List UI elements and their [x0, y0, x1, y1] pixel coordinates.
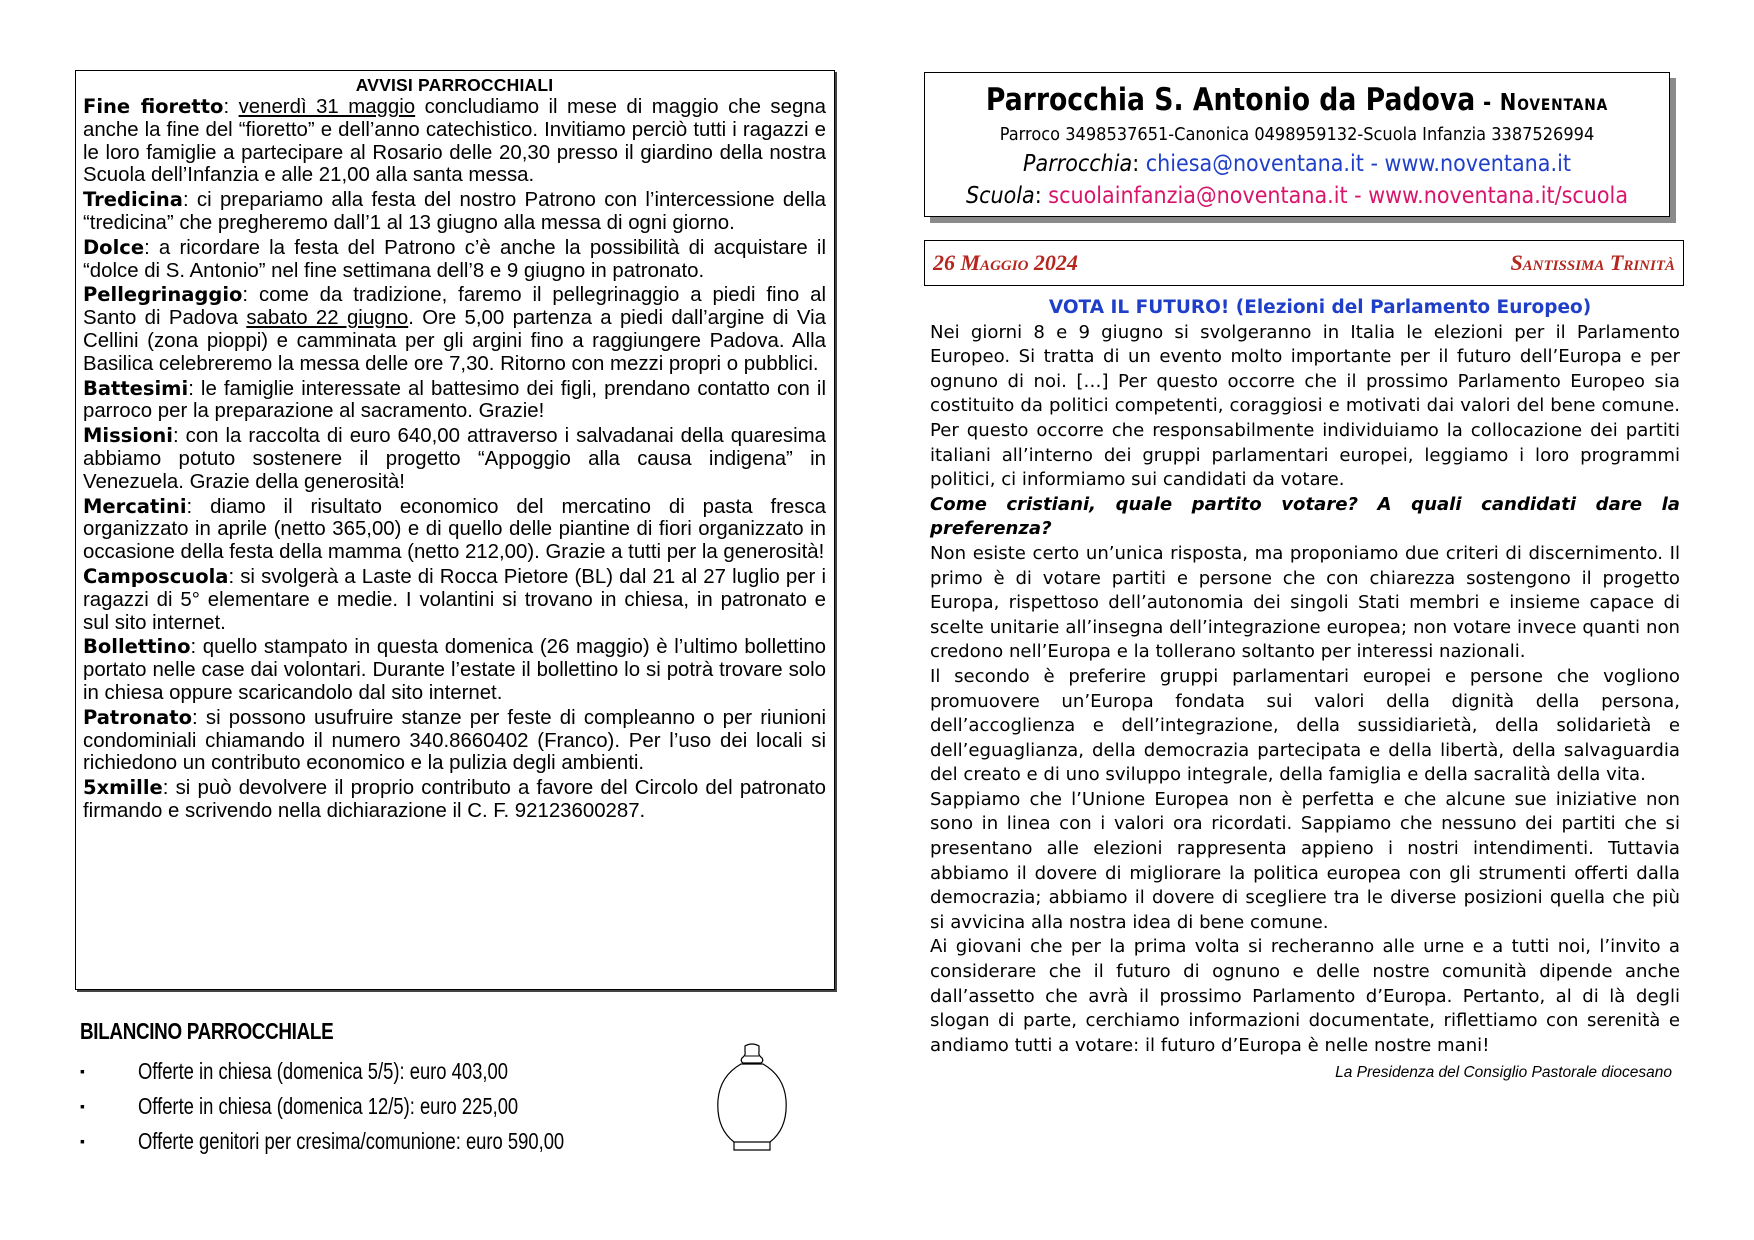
avviso-text: : le famiglie interessate al battesimo dei figli, prendano contatto con il parroco per la preparazione al sacramento. Grazie!	[83, 377, 826, 423]
avviso-text: : diamo il risultato economico del mercatino di pasta fresca organizzato in aprile (netto 365,00) e di quello delle piantine di fiori organizzato in occasione della festa della mamma (netto 212,00). Grazie a tutti per la generosità!	[83, 495, 826, 564]
article-question: Come cristiani, quale partito votare? A quali candidati dare la preferenza?	[930, 493, 1680, 540]
avviso-keyword: Fine fioretto	[83, 95, 224, 118]
avviso-keyword: Camposcuola	[83, 564, 229, 588]
parish-title: Parrocchia S. Antonio da Padova - Noventana	[985, 82, 1609, 118]
avviso-text: : si svolgerà a Laste di Rocca Pietore (BL) dal 21 al 27 luglio per i ragazzi di 5° elementare e medie. I volantini si trovano in chiesa, in patronato e sul sito internet.	[83, 565, 826, 634]
article-paragraph: Nei giorni 8 e 9 giugno si svolgeranno in Italia le elezioni per il Parlamento Europeo. Si tratta di un evento molto importante per il futuro dell’Europa e per ognuno di noi. […] Per questo occorre che il prossimo Parlamento Europeo sia costituito da politici competenti, coraggiosi e motivati dai valori del bene comune. Per questo occorre che responsabilmente individuiamo la collocazione dei partiti italiani all’interno dei gruppi parlamentari europei, leggiamo i loro programmi politici, ci informiamo sui candidati da votare.	[930, 321, 1680, 491]
parish-header	[924, 72, 1670, 217]
scuola-line: Scuola: scuolainfanzia@noventana.it - www.noventana.it/scuola	[965, 183, 1629, 209]
avviso-keyword: Battesimi	[83, 376, 189, 400]
article-paragraph: Il secondo è preferire gruppi parlamentari europei e persone che vogliono promuovere un’Europa fondata sui valori della dignità della persona, dell’accoglienza e dell’integrazione, della sussidiarietà, della solidarietà e dell’eguaglianza, della democrazia partecipata e della libertà, della salvaguardia del creato e di uno sviluppo integrale, della famiglia e della sacralità della vita.	[930, 665, 1680, 786]
offering-jar-icon	[712, 1042, 792, 1154]
dateline	[924, 240, 1684, 286]
avviso-keyword: Dolce	[83, 235, 145, 259]
parish-contacts: Parroco 3498537651-Canonica 0498959132-Scuola Infanzia 3387526994	[999, 124, 1595, 145]
avviso-fine-fioretto: Fine fioretto: venerdì 31 maggio concludiamo il mese di maggio che segna anche la fine del “fioretto” e dell’anno catechistico. Invitiamo perciò tutti i ragazzi e le loro famiglie a partecipare al Rosario delle 20,30 presso il giardino della nostra Scuola dell’Infanzia e alle 21,00 alla santa messa.	[83, 95, 826, 187]
article	[930, 296, 1680, 1086]
parish-title-suffix: - Noventana	[1475, 90, 1609, 116]
parrocchia-site-link[interactable]: www.noventana.it	[1384, 151, 1571, 177]
avviso-missioni	[83, 425, 826, 493]
avviso-text: : quello stampato in questa domenica (26 maggio) è l’ultimo bollettino portato nelle case dai volontari. Durante l’estate il bollettino lo si potrà trovare solo in chiesa oppure scaricandolo dal sito internet.	[83, 636, 826, 704]
parrocchia-email-link[interactable]: chiesa@noventana.it	[1145, 151, 1364, 177]
list-item	[80, 1089, 700, 1124]
avviso-keyword: Mercatini	[83, 494, 187, 518]
avviso-text: : ci prepariamo alla festa del nostro Patrono con l’intercessione della “tredicina” che pregheremo dall’1 al 13 giugno alla messa di ogni giorno.	[83, 189, 826, 234]
avviso-keyword: Patronato	[83, 705, 193, 729]
avviso-battesimi	[83, 378, 826, 424]
list-item	[80, 1054, 700, 1089]
avviso-keyword: Missioni	[83, 424, 173, 448]
avviso-text: : si possono usufruire stanze per feste di compleanno o per riunioni condominiali chiamando il numero 340.8660402 (Franco). Per l’uso dei locali si richiedono un contributo economico e la pulizia degli ambienti.	[83, 706, 826, 775]
bilancino-item-text: Offerte in chiesa (domenica 12/5): euro 225,00	[138, 1093, 519, 1119]
avviso-keyword: Bollettino	[83, 635, 191, 659]
avviso-keyword: Pellegrinaggio	[83, 283, 243, 307]
bilancino-title: BILANCINO PARROCCHIALE	[80, 1018, 334, 1044]
avviso-tredicina	[83, 189, 826, 235]
bullet-icon: ▪	[80, 1063, 85, 1079]
scuola-email-link[interactable]: scuolainfanzia@noventana.it	[1048, 183, 1348, 209]
liturgical-feast: Santissima Trinità	[1510, 250, 1675, 275]
avviso-patronato	[83, 707, 826, 775]
scuola-site-link[interactable]: www.noventana.it/scuola	[1368, 183, 1629, 209]
avvisi-title: AVVISI PARROCCHIALI	[355, 75, 554, 95]
avviso-pellegrinaggio: Pellegrinaggio: come da tradizione, faremo il pellegrinaggio a piedi fino al Santo di Padova sabato 22 giugno. Ore 5,00 partenza a piedi dall’argine di Via Cellini (zona pioppi) e camminata per gli argini fino a raggiungere Padova. Alla Basilica celebreremo la messa delle ore 7,30. Ritorno con mezzi propri o pubblici.	[83, 283, 826, 375]
avviso-text: : con la raccolta di euro 640,00 attraverso i salvadanai della quaresima abbiamo potuto sostenere il progetto “Appoggio alla causa indigena” in Venezuela. Grazie della generosità!	[83, 425, 826, 493]
avviso-text: : a ricordare la festa del Patrono c’è anche la possibilità di acquistare il “dolce di S. Antonio” nel fine settimana dell’8 e 9 giugno in patronato.	[83, 236, 826, 282]
issue-date: 26 Maggio 2024	[933, 250, 1078, 275]
avviso-camposcuola	[83, 566, 826, 634]
parrocchia-line: Parrocchia: chiesa@noventana.it - www.noventana.it	[1023, 151, 1571, 177]
bullet-icon: ▪	[80, 1098, 85, 1114]
avviso-5xmille	[83, 777, 826, 823]
article-title: VOTA IL FUTURO! (Elezioni del Parlamento Europeo)	[1048, 297, 1592, 318]
article-paragraph: Sappiamo che l’Unione Europea non è perfetta e che alcune sue iniziative non sono in linea con i valori ora ricordati. Sappiamo che nessuno dei partiti che si presentano alle elezioni rappresenta appieno i nostri intendimenti. Tuttavia abbiamo il dovere di migliorare la politica europea con gli strumenti offerti dalla democrazia; abbiamo il dovere di scegliere tra le diverse posizioni quella che più si avvicina alla nostra idea di bene comune.	[930, 788, 1680, 933]
list-item	[80, 1124, 700, 1159]
bullet-icon: ▪	[80, 1133, 85, 1149]
article-paragraph: Ai giovani che per la prima volta si recheranno alle urne e a tutti noi, l’invito a considerare che il futuro di ognuno e delle nostre comunità dipende anche dall’assetto che avrà il prossimo Parlamento d’Europa. Pertanto, al di là degli slogan di parte, cerchiamo informazioni documentate, riflettiamo con serenità e andiamo tutti a votare: il futuro d’Europa è nelle nostre mani! La Presidenza del Consiglio Pastorale diocesano	[930, 935, 1680, 1058]
article-signature: La Presidenza del Consiglio Pastorale diocesano	[1335, 1064, 1672, 1082]
bilancino-item-text: Offerte genitori per cresima/comunione: euro 590,00	[138, 1128, 565, 1154]
bilancino-item-text: Offerte in chiesa (domenica 5/5): euro 403,00	[138, 1058, 508, 1084]
bilancino-section	[80, 1018, 700, 1159]
avviso-bollettino	[83, 636, 826, 704]
avviso-mercatini	[83, 496, 826, 564]
article-paragraph: Non esiste certo un’unica risposta, ma proponiamo due criteri di discernimento. Il primo è di votare partiti e persone che con chiarezza sostengono il progetto Europa, rispettoso dell’autonomia dei singoli Stati membri e insieme capace di scelte unitarie all’insegna dell’integrazione europea; non votare invece quanti non credono nell’Europa e la tollerano soltanto per interessi nazionali.	[930, 542, 1680, 663]
avviso-dolce	[83, 237, 826, 283]
avviso-text: : si può devolvere il proprio contributo a favore del Circolo del patronato firmando e scrivendo nella dichiarazione il C. F. 92123600287.	[83, 777, 826, 822]
avviso-keyword: 5xmille	[83, 776, 163, 800]
avvisi-box	[75, 70, 835, 990]
avviso-keyword: Tredicina	[83, 188, 183, 212]
avviso-text: concludiamo il mese di maggio che segna anche la fine del “fioretto” e dell’anno catechistico. Invitiamo perciò tutti i ragazzi e le loro famiglie a partecipare al Rosario delle 20,30 presso il giardino della nostra Scuola dell’Infanzia e alle 21,00 alla santa messa.	[83, 96, 826, 187]
avviso-text: . Ore 5,00 partenza a piedi dall’argine di Via Cellini (zona pioppi) e camminata per gli argini fino a raggiungere Padova. Alla Basilica celebreremo la messa delle ore 7,30. Ritorno con mezzi propri o pubblici.	[83, 307, 826, 375]
